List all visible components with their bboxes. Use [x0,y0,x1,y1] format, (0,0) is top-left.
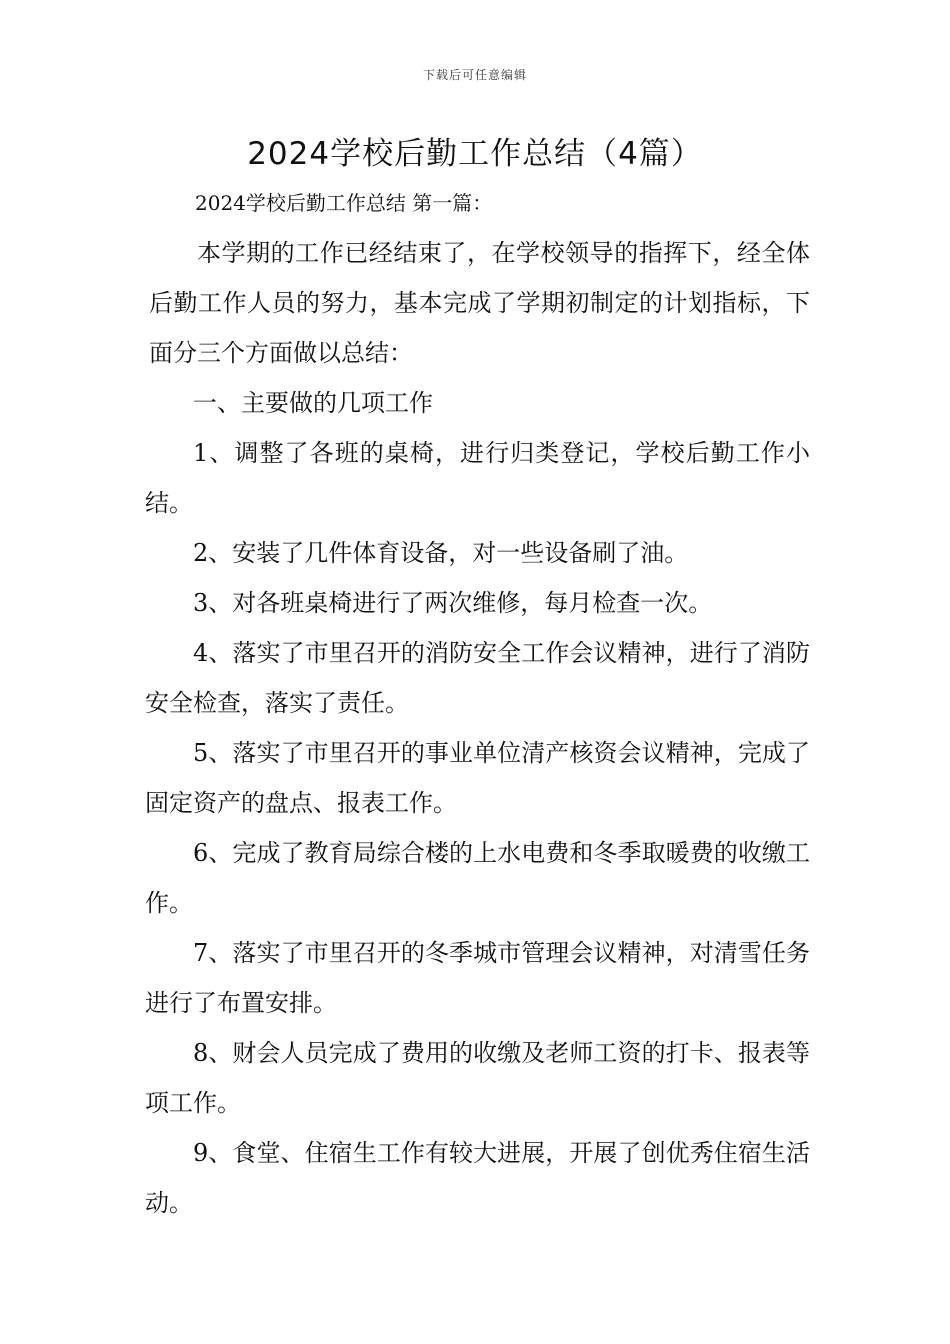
header-note: 下载后可任意编辑 [422,68,527,82]
paragraph-item-8: 8、财会人员完成了费用的收缴及老师工资的打卡、报表等项工作。 [145,1039,810,1117]
document-title: 2024学校后勤工作总结（4篇） [247,136,703,172]
paragraph-item-7: 7、落实了市里召开的冬季城市管理会议精神，对清雪任务进行了布置安排。 [145,939,810,1017]
paragraph-intro: 本学期的工作已经结束了，在学校领导的指挥下，经全体后勤工作人员的努力，基本完成了学期初制定的计划指标，下面分三个方面做以总结： [149,239,810,367]
paragraph-item-6: 6、完成了教育局综合楼的上水电费和冬季取暖费的收缴工作。 [145,839,810,917]
section-heading: 2024学校后勤工作总结 第一篇： [195,191,493,215]
paragraph-item-5: 5、落实了市里召开的事业单位清产核资会议精神，完成了固定资产的盘点、报表工作。 [145,739,810,817]
paragraph-subheading: 一、主要做的几项工作 [193,389,433,417]
paragraph-item-1: 1、调整了各班的桌椅，进行归类登记，学校后勤工作小结。 [145,439,810,517]
paragraph-item-3: 3、对各班桌椅进行了两次维修，每月检查一次。 [193,589,713,617]
document-body [145,178,810,1228]
paragraph-item-9: 9、食堂、住宿生工作有较大进展，开展了创优秀住宿生活动。 [145,1139,810,1217]
paragraph-item-2: 2、安装了几件体育设备，对一些设备刷了油。 [193,539,689,567]
paragraph-item-4: 4、落实了市里召开的消防安全工作会议精神，进行了消防安全检查，落实了责任。 [145,639,810,717]
